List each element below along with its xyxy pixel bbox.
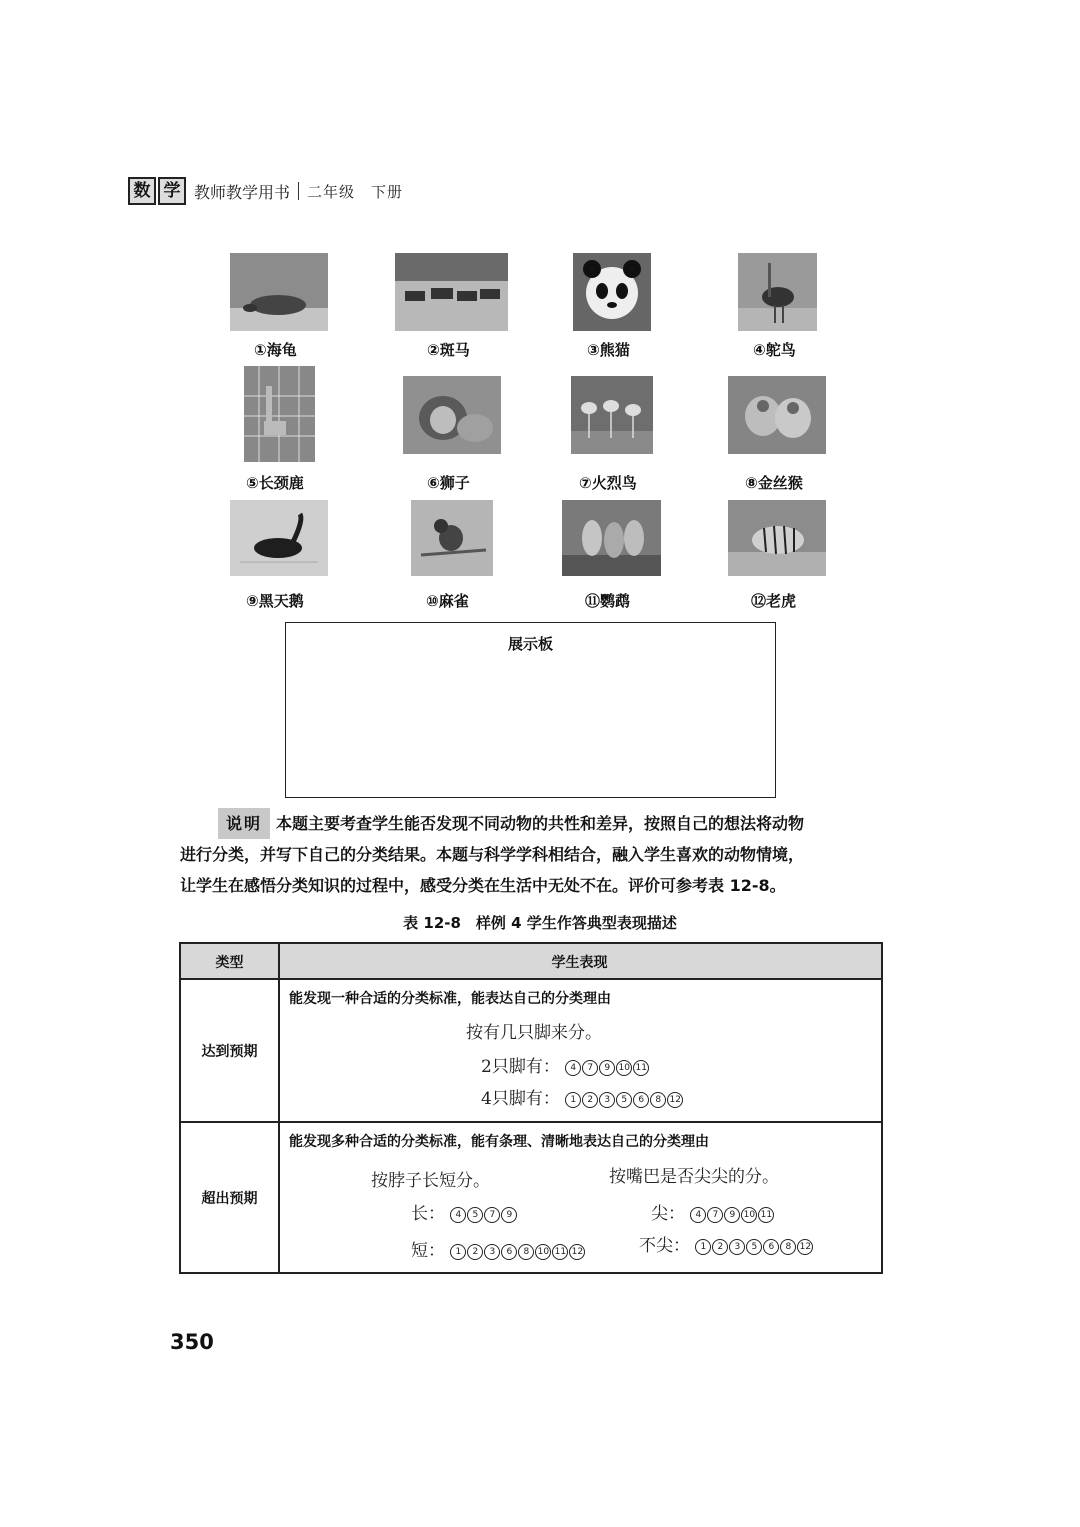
note-text-1: 本题主要考查学生能否发现不同动物的共性和差异，按照自己的想法将动物 — [276, 814, 805, 833]
animal-label: ②斑马 — [427, 341, 470, 359]
header-type: 类型 — [215, 955, 244, 971]
golden-monkey-photo — [728, 376, 826, 454]
grade-label: 二年级 下册 — [307, 182, 404, 201]
logo-char-1: 数 — [128, 177, 156, 205]
handwriting-line: 不尖： 1 2 3 5 6 8 12 — [639, 1231, 814, 1256]
book-title: 教师教学用书 — [194, 182, 291, 202]
page-number: 350 — [170, 1330, 214, 1354]
row-type: 超出预期 — [201, 1191, 258, 1207]
running-header — [128, 176, 403, 206]
animal-label: ④鸵鸟 — [753, 341, 796, 359]
row-divider — [181, 1121, 881, 1123]
black-swan-photo — [230, 500, 328, 576]
logo-char-2: 学 — [158, 177, 186, 205]
animal-label: ①海龟 — [254, 341, 297, 359]
handwriting-line: 尖： 4 7 9 10 11 — [651, 1199, 775, 1224]
ostrich-photo — [738, 253, 817, 331]
animal-label: ⑩麻雀 — [426, 592, 469, 610]
giraffe-photo — [244, 366, 315, 462]
column-divider — [278, 944, 280, 1272]
header-divider — [298, 182, 299, 200]
handwriting-line: 短： 1 2 3 6 8 10 11 12 — [411, 1236, 586, 1261]
sparrow-photo — [411, 500, 493, 576]
display-board — [285, 622, 776, 798]
explanation-line-1 — [180, 808, 890, 839]
animal-label: ⑥狮子 — [427, 474, 470, 492]
note-text-2: 进行分类，并写下自己的分类结果。本题与科学学科相结合，融入学生喜欢的动物情境， — [180, 845, 805, 864]
panda-photo — [573, 253, 651, 331]
handwriting-line: 按嘴巴是否尖尖的分。 — [609, 1167, 779, 1187]
explanation-paragraph — [180, 808, 890, 901]
handwriting-line: 按脖子长短分。 — [371, 1171, 490, 1191]
handwriting-line: 2只脚有： 4 7 9 10 11 — [481, 1052, 650, 1077]
handwriting-line: 4只脚有： 1 2 3 5 6 8 12 — [481, 1084, 684, 1109]
parrot-photo — [562, 500, 661, 576]
tiger-photo — [728, 500, 826, 576]
zebra-photo — [395, 253, 508, 331]
note-text-3: 让学生在感悟分类知识的过程中，感受分类在生活中无处不在。评价可参考表 12-8。 — [180, 876, 786, 895]
flamingo-photo — [571, 376, 653, 454]
animal-label: ⑧金丝猴 — [745, 474, 803, 492]
row-type: 达到预期 — [201, 1044, 258, 1060]
subject-logo — [128, 177, 188, 205]
row-divider — [181, 978, 881, 980]
animal-label: ⑪鹦鹉 — [585, 592, 631, 610]
handwriting-line: 按有几只脚来分。 — [466, 1023, 602, 1043]
row-description: 能发现多种合适的分类标准，能有条理、清晰地表达自己的分类理由 — [289, 1134, 709, 1150]
row-description: 能发现一种合适的分类标准，能表达自己的分类理由 — [289, 991, 611, 1007]
display-board-title: 展示板 — [507, 635, 553, 653]
animal-label: ⑤长颈鹿 — [246, 474, 304, 492]
header-performance: 学生表现 — [551, 955, 608, 971]
note-tag: 说明 — [218, 808, 270, 839]
handwriting-line: 长： 4 5 7 9 — [411, 1199, 518, 1224]
lion-photo — [403, 376, 501, 454]
animal-label: ⑦火烈鸟 — [579, 474, 637, 492]
animal-label: ⑨黑天鹅 — [246, 592, 304, 610]
table-caption: 表 12-8 样例 4 学生作答典型表现描述 — [403, 914, 677, 932]
animal-label: ③熊猫 — [587, 341, 630, 359]
animal-label: ⑫老虎 — [751, 592, 797, 610]
sea-turtle-photo — [230, 253, 328, 331]
performance-table — [179, 942, 883, 1274]
